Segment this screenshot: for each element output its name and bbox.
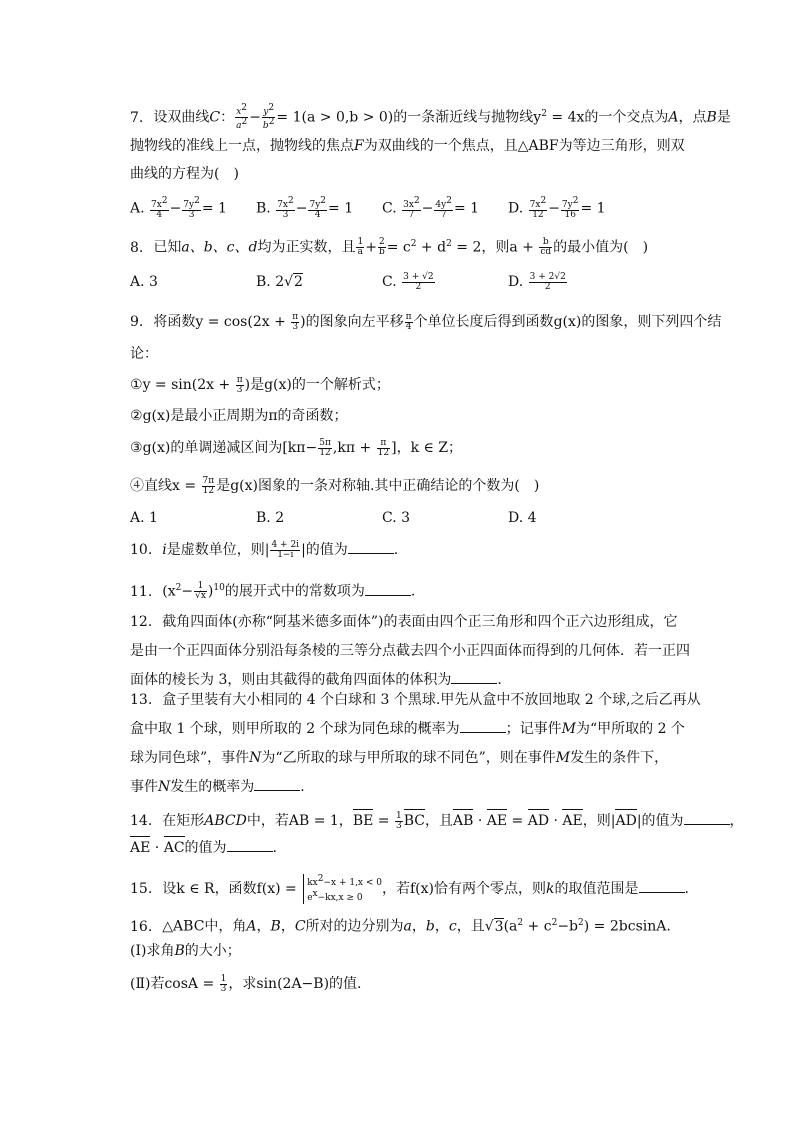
answer-blank[interactable] <box>684 812 730 825</box>
q7-option-c[interactable]: C. $\frac{3x^2}{7}$ − $\frac{4y^2}{7}$ = 1 <box>382 196 480 220</box>
q12-line2: 是由一个正四面体分别沿每条棱的三等分点截去四个小正四面体而得到的几何体．若一正四 <box>130 643 690 659</box>
q9-conclusion-3: ③g(x)的单调递减区间为[kπ− $\frac{5\pi}{12}$ ,kπ + $\frac{\pi}{12}$ ]，k ∈ Z； <box>130 437 463 458</box>
q13-line1: 13. 盒子里装有大小相同的 4 个白球和 3 个黑球.甲先从盒中不放回地取 2 个球,之后乙再从 <box>130 692 701 708</box>
q9-option-d[interactable]: D. 4 <box>508 510 537 526</box>
q7-option-b[interactable]: B. $\frac{7x^2}{3}$ − $\frac{7y^2}{4}$ = 1 <box>256 196 354 220</box>
q13-line3: 球为同色球”，事件N为“乙所取的球与甲所取的球不同色”，则在事件M发生的条件下， <box>130 750 669 766</box>
q7-line2: 抛物线的准线上一点，抛物线的焦点F为双曲线的一个焦点，且△ABF为等边三角形，则双 <box>130 138 685 154</box>
answer-blank[interactable] <box>348 541 394 554</box>
answer-blank[interactable] <box>227 839 273 852</box>
q12-line3: 面体的棱长为 3，则由其截得的截角四面体的体积为 . <box>130 672 502 688</box>
q16-part1: (Ⅰ)求角B的大小； <box>130 943 241 959</box>
answer-blank[interactable] <box>639 880 685 893</box>
q15-line: 15. 设k ∈ R，函数f(x) = $kx^2-x + 1,x < 0$ $e^x-kx,x \ge 0$ ，若f(x)恰有两个零点，则k的取值范围是 . <box>130 874 689 903</box>
q7-option-a[interactable]: A. $\frac{7x^2}{4}$ − $\frac{7y^2}{3}$ = 1 <box>130 196 227 220</box>
q14-line2: AE · AC的值为 . <box>130 840 277 856</box>
q8-option-c[interactable]: C. $\frac{3 + √2}{2}$ <box>382 271 434 292</box>
answer-blank[interactable] <box>460 720 506 733</box>
q9-option-a[interactable]: A. 1 <box>130 510 158 526</box>
q13-line2: 盒中取 1 个球，则甲所取的 2 个球为同色球的概率为 ；记事件M为“甲所取的 2 个 <box>130 721 685 737</box>
q7-option-d[interactable]: D. $\frac{7x^2}{12}$ − $\frac{7y^2}{16}$ = 1 <box>508 196 606 220</box>
q14-line1: 14. 在矩形ABCD中，若AB = 1，BE = $\frac{1}{3}$ BC，且AB · AE = AD · AE，则|AD|的值为 ， <box>130 810 744 831</box>
q7-line3: 曲线的方程为( ) <box>130 166 239 182</box>
q7-line1: 7. 设双曲线C： $\frac{x^2}{a^2}$ − $\frac{y^2}{b^2}$ = 1(a > 0,b > 0)的一条渐近线与抛物线$y^2 = 4x$的一个交点为A，点B是 <box>130 103 731 132</box>
q16-part2: (Ⅱ)若cosA = $\frac{1}{3}$ ，求sin(2A−B)的值. <box>130 973 362 994</box>
q9-conclusion-4: ④直线x = $\frac{7\pi}{12}$ 是g(x)图象的一条对称轴.其中正确结论的个数为( ) <box>130 475 540 496</box>
q10-line: 10. i是虚数单位，则| $\frac{4 + 2i}{1-i}$ |的值为 . <box>130 539 399 560</box>
q9-conclusion-1: ①y = sin(2x + $\frac{\pi}{3}$ )是g(x)的一个解析式； <box>130 374 390 395</box>
answer-blank[interactable] <box>451 671 497 684</box>
q9-option-b[interactable]: B. 2 <box>256 510 285 526</box>
q9-conclusion-2: ②g(x)是最小正周期为π的奇函数； <box>130 408 348 424</box>
q16-line1: 16. △ABC中，角A，B，C所对的边分别为a，b，c，且$√3(a^2 + c^2-b^2) = 2bcsinA$. <box>130 918 671 935</box>
q8-option-a[interactable]: A. 3 <box>130 274 158 290</box>
q13-line4: 事件N发生的概率为 . <box>130 779 305 795</box>
q9-line1: 9. 将函数y = cos(2x + $\frac{\pi}{3}$ )的图象向左平移 $\frac{\pi}{4}$ 个单位长度后得到函数g(x)的图象，则下列四个结 <box>130 311 722 332</box>
answer-blank[interactable] <box>365 583 411 596</box>
q8-option-b[interactable]: B. 2√2 <box>256 274 303 290</box>
q11-line: 11. ($x^2-$ $\frac{1}{√x}$ )$^{10}$的展开式中的常数项为 . <box>130 581 416 602</box>
answer-blank[interactable] <box>254 778 300 791</box>
q8-option-d[interactable]: D. $\frac{3 + 2√2}{2}$ <box>508 271 566 292</box>
q9-line2: 论： <box>130 346 158 362</box>
q12-line1: 12. 截角四面体(亦称“阿基米德多面体”)的表面由四个正三角形和四个正六边形组成，它 <box>130 614 678 630</box>
q8-line1: 8. 已知a、b、c、d均为正实数，且 $\frac{1}{a}$ + $\frac{2}{b}$ = $c^2 + d^2 = 2$，则a + $\frac{b}{cd}$ 的最小值为( ) <box>130 237 649 258</box>
q9-option-c[interactable]: C. 3 <box>382 510 411 526</box>
